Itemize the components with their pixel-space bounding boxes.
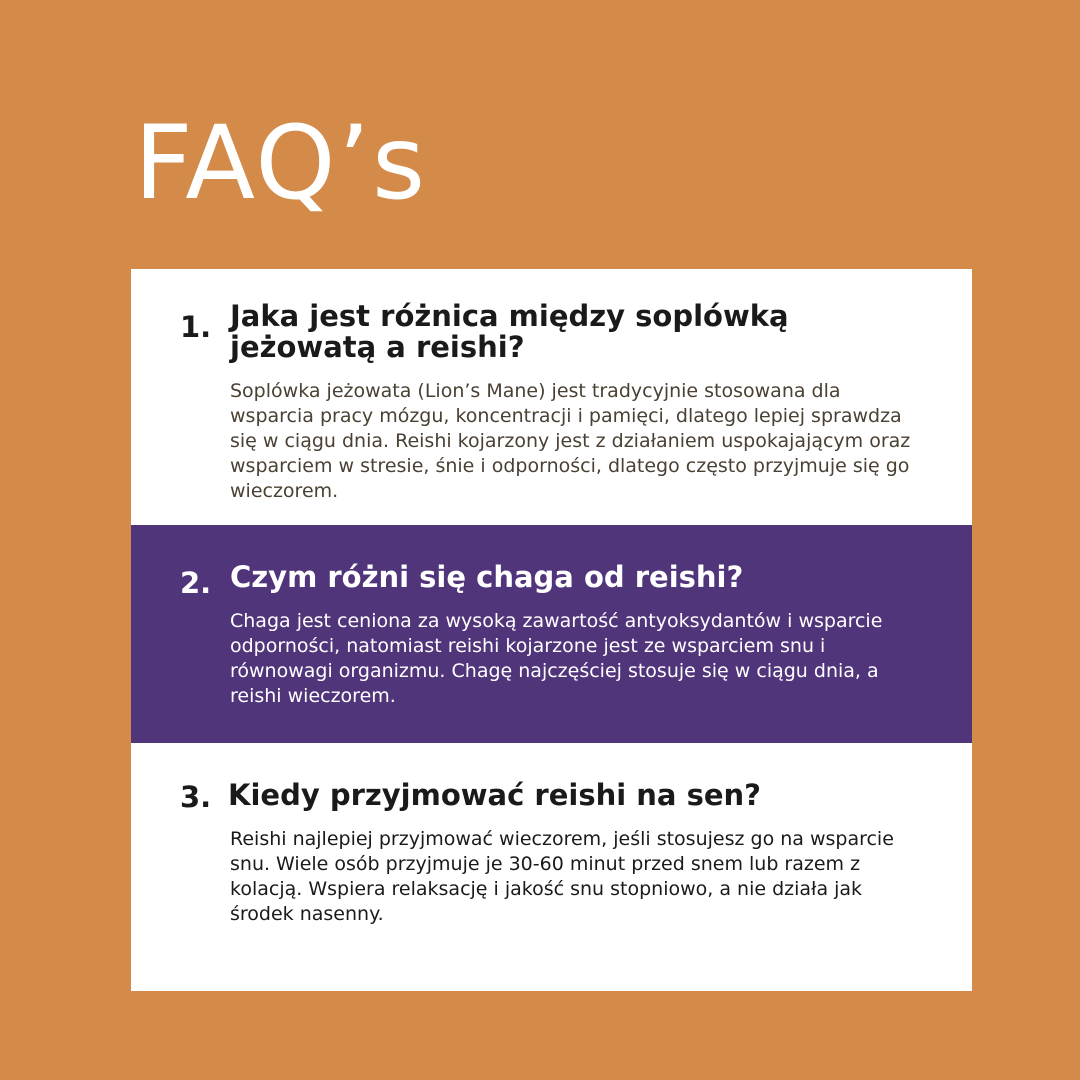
faq-answer: Chaga jest ceniona za wysoką zawartość antyoksydantów i wsparcie odporności, natomiast reishi kojarzone jest ze wsparciem snu i równowagi organizmu. Chagę najczęściej stosuje się w ciągu dnia, a reishi wieczorem. bbox=[230, 610, 883, 707]
faq-number: 3. bbox=[180, 780, 212, 814]
faq-number: 1. bbox=[180, 310, 212, 344]
faq-item-1 bbox=[131, 269, 972, 525]
faq-question: Kiedy przyjmować reishi na sen? bbox=[228, 778, 761, 812]
faq-number: 2. bbox=[180, 566, 212, 600]
faq-item-2 bbox=[131, 525, 972, 743]
page-title: FAQ’s bbox=[134, 104, 428, 223]
faq-item-3 bbox=[131, 743, 972, 991]
faq-answer: Reishi najlepiej przyjmować wieczorem, jeśli stosujesz go na wsparcie snu. Wiele osób przyjmuje je 30-60 minut przed snem lub razem z kolacją. Wspiera relaksację i jakość snu stopniowo, a nie działa jak środek nasenny. bbox=[230, 828, 894, 925]
faq-answer: Soplówka jeżowata (Lion’s Mane) jest tradycyjnie stosowana dla wsparcia pracy mózgu, koncentracji i pamięci, dlatego lepiej sprawdza się w ciągu dnia. Reishi kojarzony jest z działaniem uspokajającym oraz wsparciem w stresie, śnie i odporności, dlatego często przyjmuje się go wieczorem. bbox=[230, 380, 911, 502]
faq-question: Jaka jest różnica między soplówką jeżowatą a reishi? bbox=[230, 299, 789, 364]
faq-question: Czym różni się chaga od reishi? bbox=[230, 560, 744, 594]
